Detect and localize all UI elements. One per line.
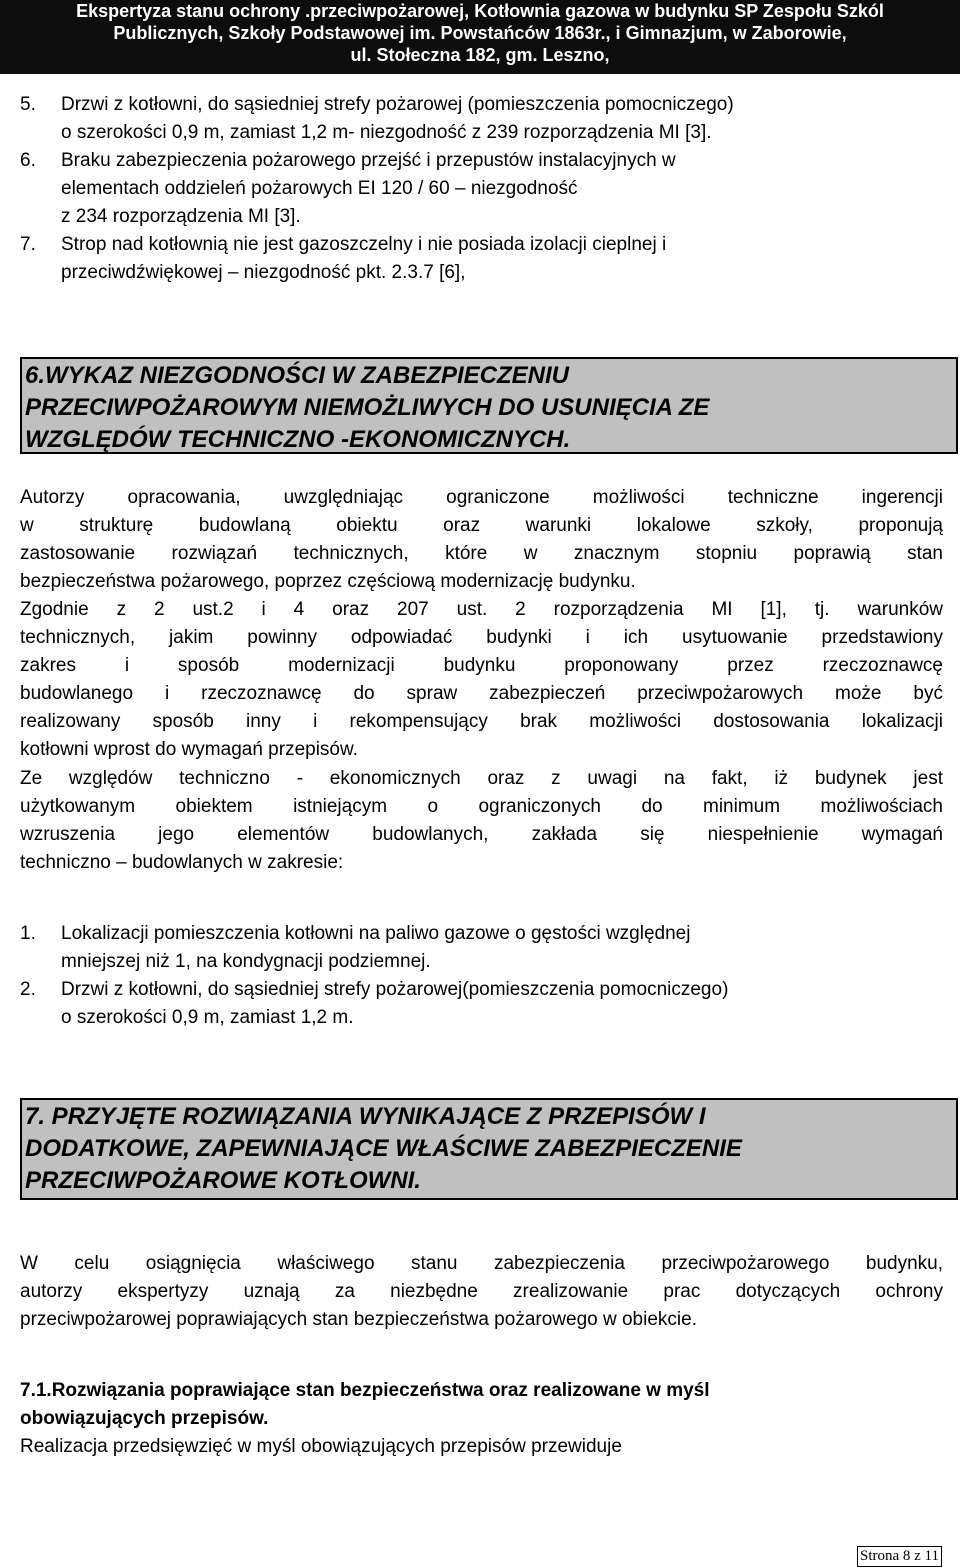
paragraph-intro-section-7 (20, 1250, 943, 1334)
list-item (20, 147, 940, 231)
subsection-7-1-heading (20, 1377, 943, 1433)
numbered-list-top (20, 91, 940, 287)
list-item-line: Braku zabezpieczenia pożarowego przejść i przepustów instalacyjnych w (61, 150, 676, 171)
list-item-line: z 234 rozporządzenia MI [3]. (61, 206, 301, 227)
paragraph-line: techniczno – budowlanych w zakresie: (20, 852, 344, 873)
list-item-line: o szerokości 0,9 m, zamiast 1,2 m. (61, 1007, 354, 1028)
subsection-heading-line: obowiązujących przepisów. (20, 1408, 269, 1429)
section-6-heading-line: PRZECIWPOŻAROWYM NIEMOŻLIWYCH DO USUNIĘCIA ZE (25, 394, 710, 421)
paragraph-line: kotłowni wprost do wymagań przepisów. (20, 739, 358, 760)
list-item-line: elementach oddzieleń pożarowych EI 120 / 60 – niezgodność (61, 178, 578, 199)
page-number: Strona 8 z 11 (857, 1546, 942, 1567)
section-6-heading-line: WZGLĘDÓW TECHNICZNO -EKONOMICZNYCH. (25, 426, 571, 453)
list-item (20, 91, 940, 147)
paragraph-authors (20, 484, 943, 596)
document-header (0, 0, 960, 74)
paragraph-line: bezpieczeństwa pożarowego, poprzez częściową modernizację budynku. (20, 571, 636, 592)
paragraph-line: w strukturę budowlaną obiektu oraz warunki lokalowe szkoły, proponują (20, 515, 943, 536)
header-line-3: ul. Stołeczna 182, gm. Leszno, (350, 45, 610, 65)
numbered-list-exceptions (20, 920, 940, 1032)
list-item (20, 231, 940, 287)
list-item (20, 920, 940, 976)
list-item-line: o szerokości 0,9 m, zamiast 1,2 m- niezgodność z 239 rozporządzenia MI [3]. (61, 122, 712, 143)
paragraph-line: Zgodnie z 2 ust.2 i 4 oraz 207 ust. 2 rozporządzenia MI [1], tj. warunków (20, 599, 943, 620)
section-7-heading (20, 1098, 958, 1200)
list-item-line: Drzwi z kotłowni, do sąsiedniej strefy pożarowej (pomieszczenia pomocniczego) (61, 94, 734, 115)
subsection-heading-line: 7.1.Rozwiązania poprawiające stan bezpieczeństwa oraz realizowane w myśl (20, 1380, 710, 1401)
paragraph-line: Autorzy opracowania, uwzględniając ograniczone możliwości techniczne ingerencji (20, 487, 943, 508)
paragraph-technical-economic (20, 765, 943, 877)
paragraph-line: W celu osiągnięcia właściwego stanu zabezpieczenia przeciwpożarowego budynku, (20, 1253, 943, 1274)
paragraph-realization (20, 1433, 943, 1461)
paragraph-line: przeciwpożarowej poprawiających stan bezpieczeństwa pożarowego w obiekcie. (20, 1309, 697, 1330)
section-7-heading-line: 7. PRZYJĘTE ROZWIĄZANIA WYNIKAJĄCE Z PRZEPISÓW I (25, 1103, 706, 1130)
list-item-number: 7. (20, 234, 36, 255)
paragraph-line: użytkowanym obiektem istniejącym o ograniczonych do minimum możliwościach (20, 796, 943, 817)
list-item-number: 2. (20, 979, 36, 1000)
header-line-2: Publicznych, Szkoły Podstawowej im. Powstańców 1863r., i Gimnazjum, w Zaborowie, (113, 23, 847, 43)
paragraph-line: budowlanego i rzeczoznawcę do spraw zabezpieczeń przeciwpożarowych może być (20, 683, 943, 704)
list-item-number: 1. (20, 923, 36, 944)
list-item-line: przeciwdźwiękowej – niezgodność pkt. 2.3.7 [6], (61, 262, 466, 283)
section-6-heading (20, 357, 958, 454)
list-item (20, 976, 940, 1032)
paragraph-line: technicznych, jakim powinny odpowiadać budynki i ich usytuowanie przedstawiony (20, 627, 943, 648)
paragraph-line: wzruszenia jego elementów budowlanych, zakłada się niespełnienie wymagań (20, 824, 943, 845)
header-line-1: Ekspertyza stanu ochrony .przeciwpożarowej, Kotłownia gazowa w budynku SP Zespołu Szkól (76, 1, 884, 21)
list-item-line: Lokalizacji pomieszczenia kotłowni na paliwo gazowe o gęstości względnej (61, 923, 691, 944)
paragraph-line: zakres i sposób modernizacji budynku proponowany przez rzeczoznawcę (20, 655, 943, 676)
paragraph-line: Ze względów techniczno - ekonomicznych oraz z uwagi na fakt, iż budynek jest (20, 768, 943, 789)
paragraph-line: realizowany sposób inny i rekompensujący brak możliwości dostosowania lokalizacji (20, 711, 943, 732)
paragraph-line: autorzy ekspertyzy uznają za niezbędne zrealizowanie prac dotyczących ochrony (20, 1281, 943, 1302)
paragraph-line: zastosowanie rozwiązań technicznych, które w znacznym stopniu poprawią stan (20, 543, 943, 564)
list-item-line: Strop nad kotłownią nie jest gazoszczelny i nie posiada izolacji cieplnej i (61, 234, 667, 255)
list-item-number: 5. (20, 94, 36, 115)
list-item-line: Drzwi z kotłowni, do sąsiedniej strefy pożarowej(pomieszczenia pomocniczego) (61, 979, 729, 1000)
section-6-heading-line: 6.WYKAZ NIEZGODNOŚCI W ZABEZPIECZENIU (25, 362, 570, 389)
paragraph-regulations (20, 596, 943, 764)
list-item-line: mniejszej niż 1, na kondygnacji podziemnej. (61, 951, 431, 972)
section-7-heading-line: DODATKOWE, ZAPEWNIAJĄCE WŁAŚCIWE ZABEZPIECZENIE (25, 1135, 742, 1162)
section-7-heading-line: PRZECIWPOŻAROWE KOTŁOWNI. (25, 1167, 421, 1194)
list-item-number: 6. (20, 150, 36, 171)
paragraph-line: Realizacja przedsięwzięć w myśl obowiązujących przepisów przewiduje (20, 1436, 622, 1457)
